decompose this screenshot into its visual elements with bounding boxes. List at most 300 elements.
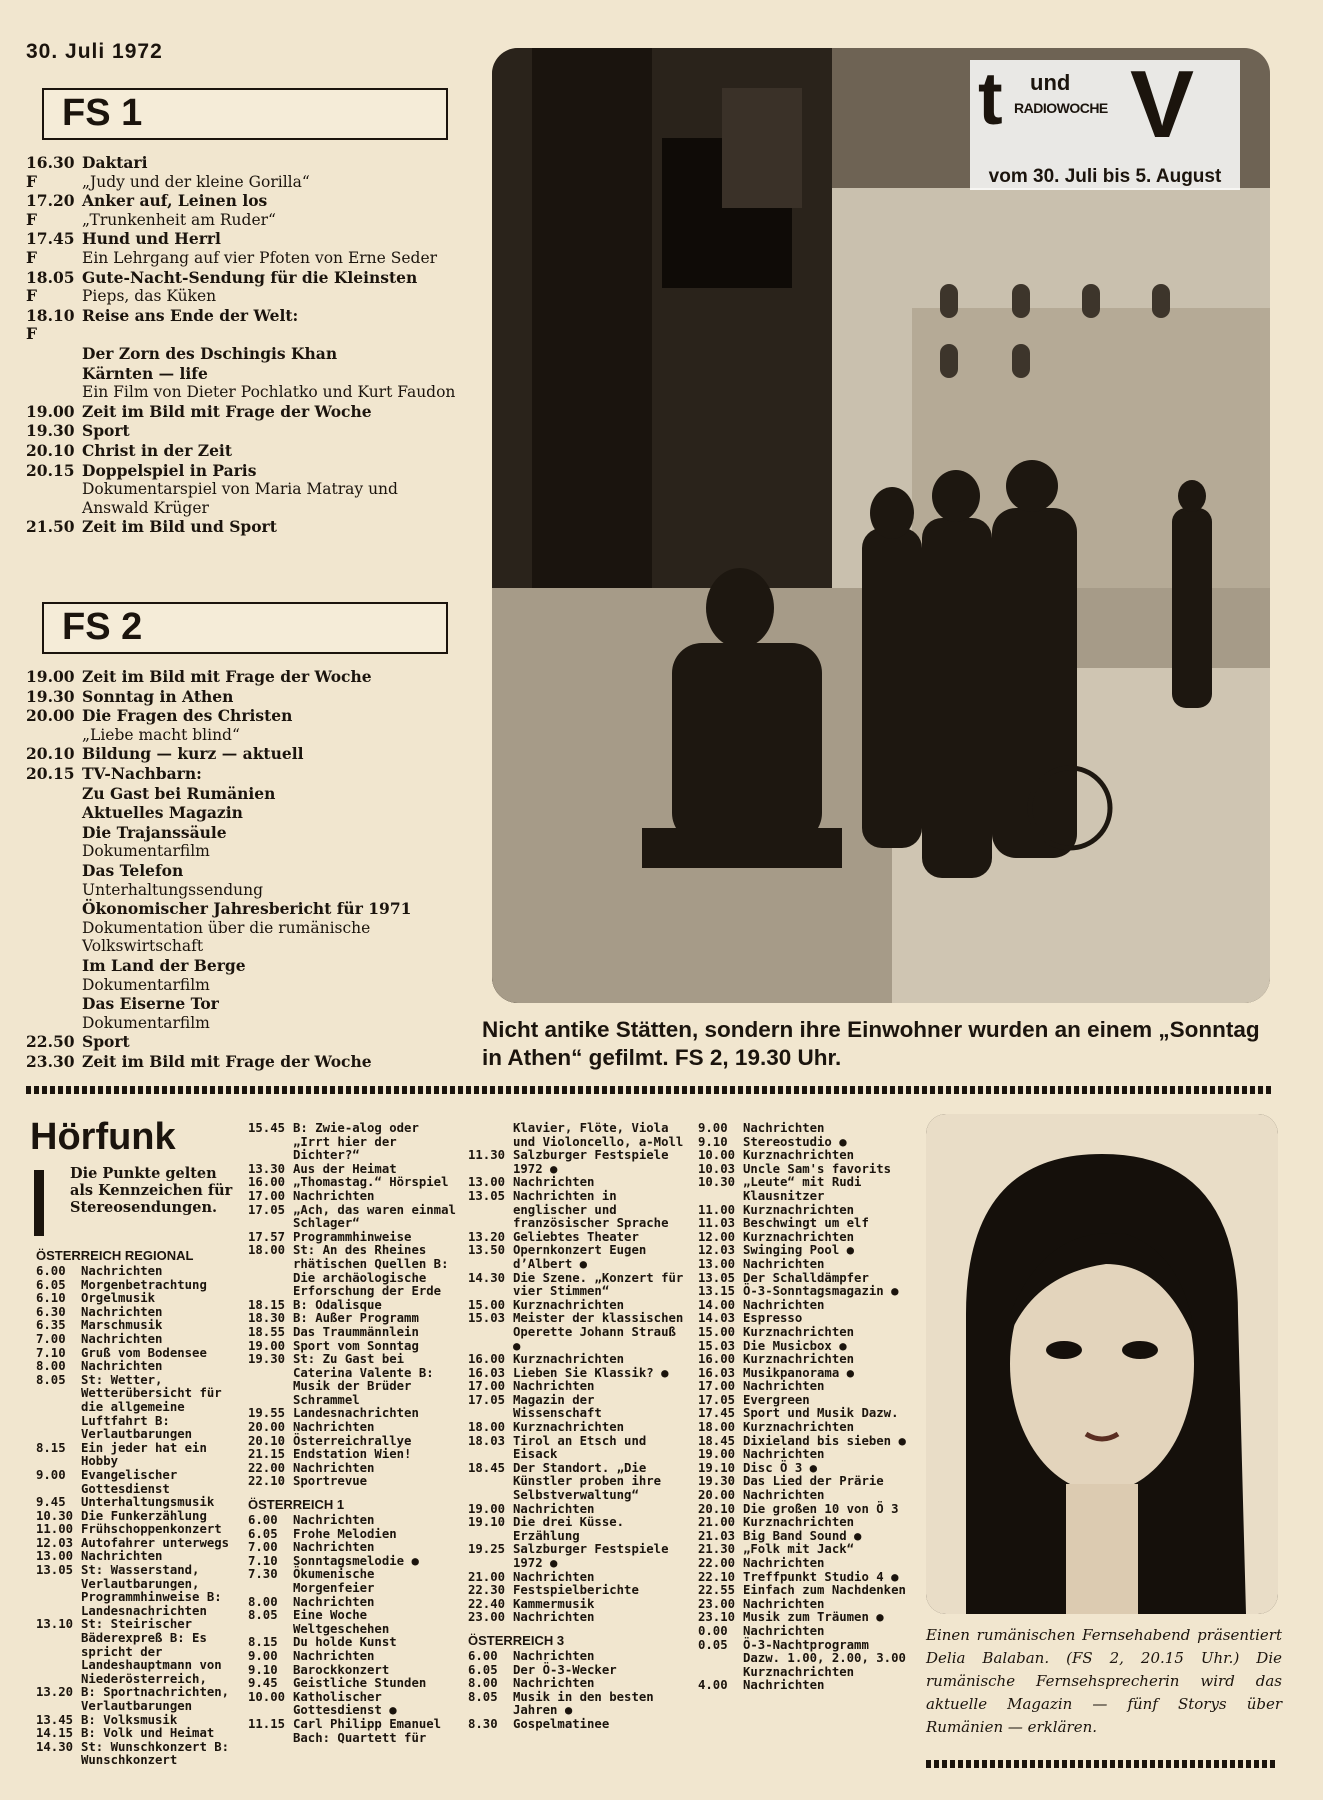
- delia-balaban-portrait: [926, 1114, 1278, 1614]
- program-time: 20.15: [26, 763, 75, 783]
- program-entry: [26, 154, 456, 191]
- program-time-cell: [26, 365, 82, 402]
- program-time-cell: [26, 462, 82, 518]
- radio-entry: [36, 1469, 236, 1496]
- radio-program: B: Zwie-alog oder „Irrt hier der Dichter?“: [293, 1121, 419, 1163]
- radio-entry: [36, 1442, 236, 1469]
- radio-entry: [36, 1714, 236, 1728]
- radio-program: Sport und Musik Dazw.: [743, 1406, 899, 1421]
- radio-program: Nachrichten: [293, 1460, 375, 1475]
- photo-caption: Nicht antike Stätten, sondern ihre Einwohner wurden an einem „Sonntag in Athen“ gefilmt. FS 2, 19.30 Uhr.: [482, 1017, 1260, 1070]
- radio-time: 15.45: [248, 1121, 286, 1135]
- radio-program: Nachrichten: [81, 1304, 163, 1319]
- program-time: 20.15: [26, 460, 75, 480]
- radio-program: Nachrichten: [513, 1569, 595, 1584]
- program-subtitle: Dokumentarfilm: [82, 975, 210, 994]
- radio-entry: [248, 1190, 458, 1204]
- program-body: [82, 957, 456, 994]
- program-time-cell: [26, 707, 82, 744]
- radio-entry: [468, 1462, 690, 1503]
- program-time: 19.30: [26, 421, 75, 441]
- radio-program: Tirol an Etsch und Eisack: [513, 1433, 647, 1462]
- program-title: Doppelspiel in Paris: [82, 460, 257, 480]
- radio-entry: [468, 1516, 690, 1543]
- radio-time: 9.45: [36, 1495, 66, 1510]
- program-time: 22.50: [26, 1032, 75, 1052]
- portrait-illustration: [926, 1114, 1278, 1614]
- program-time: 21.50: [26, 517, 75, 537]
- radio-program: Nachrichten: [743, 1447, 825, 1462]
- radio-time: 17.00: [248, 1188, 286, 1203]
- radio-entry: [36, 1564, 236, 1618]
- program-subtitle: „Judy und der kleine Gorilla“: [82, 172, 310, 191]
- radio-time: 11.03: [698, 1216, 736, 1231]
- radio-program: Nachrichten: [513, 1676, 595, 1691]
- radio-time: 18.45: [468, 1460, 506, 1475]
- radio-entry: [248, 1462, 458, 1476]
- radio-program: Salzburger Festspiele 1972 ●: [513, 1542, 669, 1570]
- station-heading: ÖSTERREICH 1: [248, 1497, 345, 1513]
- radio-program: „Folk mit Jack“: [743, 1542, 855, 1557]
- radio-time: 6.35: [36, 1318, 66, 1333]
- program-entry: [26, 192, 456, 229]
- radio-time: 15.00: [468, 1297, 506, 1312]
- radio-program: Nachrichten: [81, 1549, 163, 1564]
- radio-program: Nachrichten: [293, 1513, 375, 1528]
- radio-program: Carl Philipp Emanuel Bach: Quartett für: [293, 1716, 442, 1745]
- logo-dates: vom 30. Juli bis 5. August: [988, 166, 1222, 187]
- radio-time: 13.05: [698, 1270, 736, 1285]
- radio-program: Kurznachrichten: [513, 1420, 625, 1435]
- radio-entry: [698, 1163, 910, 1177]
- radio-entry: [698, 1149, 910, 1163]
- program-time-cell: [26, 269, 82, 306]
- radio-time: 18.00: [698, 1420, 736, 1435]
- radio-time: 11.00: [36, 1522, 74, 1537]
- program-body: [82, 765, 456, 784]
- radio-program: Die Szene. „Konzert für vier Stimmen“: [513, 1270, 684, 1299]
- tv-radiowoche-logo: [970, 51, 1240, 190]
- radio-entry: [698, 1380, 910, 1394]
- radio-time: 8.15: [36, 1440, 66, 1455]
- program-title: Aktuelles Magazin: [82, 803, 243, 823]
- color-flag: F: [26, 286, 38, 306]
- radio-entry: [698, 1421, 910, 1435]
- radio-program: Du holde Kunst: [293, 1635, 397, 1650]
- radio-program: Nachrichten: [743, 1556, 825, 1570]
- radio-time: 0.00: [698, 1623, 728, 1638]
- radio-entry: [698, 1611, 910, 1625]
- radio-time: 22.10: [698, 1569, 736, 1584]
- radio-time: 19.00: [248, 1338, 286, 1353]
- bottom-separator: [926, 1760, 1278, 1768]
- radio-time: 7.00: [36, 1331, 66, 1346]
- radio-entry: [36, 1550, 236, 1564]
- radio-time: 22.00: [698, 1556, 736, 1570]
- radio-column-2: [248, 1122, 458, 1745]
- radio-program: Nachrichten: [743, 1623, 825, 1638]
- program-body: [82, 824, 456, 861]
- program-time: 19.00: [26, 667, 75, 686]
- radio-entry: [698, 1475, 910, 1489]
- radio-program: Aus der Heimat: [293, 1161, 397, 1176]
- radio-entry: [248, 1326, 458, 1340]
- separator-bar: [26, 1086, 1274, 1094]
- radio-time: 17.45: [698, 1406, 736, 1421]
- radio-entry: [698, 1530, 910, 1544]
- program-entry: [26, 785, 456, 804]
- radio-time: 19.10: [468, 1515, 506, 1530]
- radio-program: Der Schalldämpfer: [743, 1270, 869, 1285]
- radio-program: Nachrichten: [293, 1648, 375, 1663]
- radio-program: Gruß vom Bodensee: [81, 1345, 207, 1360]
- radio-time: 13.00: [468, 1175, 506, 1190]
- radio-program: St: Wunschkonzert B: Wunschkonzert: [81, 1739, 230, 1768]
- program-body: [82, 1053, 456, 1072]
- radio-time: 20.10: [698, 1501, 736, 1516]
- radio-program: Kurznachrichten: [743, 1352, 855, 1367]
- fs2-heading: FS 2: [42, 602, 448, 654]
- radio-time: 21.30: [698, 1542, 736, 1557]
- radio-program: Morgenbetrachtung: [81, 1277, 207, 1292]
- radio-time: 12.03: [698, 1243, 736, 1258]
- radio-entry: [468, 1190, 690, 1231]
- radio-time: 21.15: [248, 1447, 286, 1462]
- program-subtitle: „Trunkenheit am Ruder“: [82, 210, 276, 229]
- radio-time: 4.00: [698, 1678, 728, 1693]
- radio-time: 8.00: [36, 1359, 66, 1374]
- program-title: Ökonomischer Jahresbericht für 1971: [82, 899, 412, 919]
- radio-time: 13.50: [468, 1243, 506, 1258]
- program-body: [82, 422, 456, 441]
- radio-entry: [248, 1475, 458, 1489]
- color-flag: F: [26, 324, 38, 344]
- radio-program: Festspielberichte: [513, 1583, 639, 1598]
- radio-entry: [36, 1319, 236, 1333]
- program-time: 16.30: [26, 153, 75, 172]
- radio-entry: [698, 1448, 910, 1462]
- radio-time: 10.00: [248, 1689, 286, 1704]
- radio-time: 9.00: [248, 1648, 278, 1663]
- radio-program: Nachrichten: [743, 1488, 825, 1503]
- radio-time: 10.30: [698, 1175, 736, 1190]
- radio-program: Eine Woche Weltgeschehen: [293, 1608, 390, 1636]
- radio-entry: [698, 1557, 910, 1571]
- radio-entry: [698, 1231, 910, 1245]
- program-time: 18.05: [26, 267, 75, 287]
- program-title: Anker auf, Leinen los: [82, 191, 268, 211]
- radio-entry: [698, 1598, 910, 1612]
- radio-time: 23.00: [468, 1610, 506, 1625]
- program-title: Die Trajanssäule: [82, 822, 227, 842]
- radio-program: Katholischer Gottesdienst ●: [293, 1689, 397, 1718]
- radio-time: 21.00: [468, 1569, 506, 1584]
- fs1-heading: FS 1: [42, 88, 448, 140]
- program-entry: [26, 307, 456, 344]
- radio-program: Programmhinweise: [293, 1229, 412, 1244]
- station-heading: ÖSTERREICH REGIONAL: [36, 1248, 194, 1263]
- program-time-cell: [26, 900, 82, 956]
- radio-entry: [468, 1611, 690, 1625]
- radio-time: 7.30: [248, 1567, 278, 1582]
- program-time: 20.00: [26, 706, 75, 726]
- radio-program: Nachrichten: [743, 1379, 825, 1394]
- radio-entry: [698, 1367, 910, 1381]
- program-title: Sport: [82, 1032, 130, 1052]
- radio-time: 6.05: [36, 1277, 66, 1292]
- program-body: [82, 688, 456, 707]
- program-title: Christ in der Zeit: [82, 440, 232, 460]
- radio-program: Nachrichten: [293, 1188, 375, 1203]
- radio-entry: [698, 1285, 910, 1299]
- radio-program: St: Wetter, Wetterübersicht für die allgemeine Luftfahrt B: Verlautbarungen: [81, 1372, 222, 1442]
- radio-program: Meister der klassischen Operette Johann Strauß ●: [513, 1311, 684, 1353]
- radio-program: Kurznachrichten: [743, 1202, 855, 1217]
- radio-entry: [698, 1204, 910, 1218]
- radio-time: 13.00: [698, 1256, 736, 1271]
- radio-program: Sportrevue: [293, 1474, 368, 1489]
- radio-time: 16.00: [698, 1352, 736, 1367]
- radio-time: 18.55: [248, 1324, 286, 1339]
- program-title: Die Fragen des Christen: [82, 706, 293, 726]
- radio-entry: [468, 1421, 690, 1435]
- program-title: Gute-Nacht-Sendung für die Kleinsten: [82, 267, 418, 287]
- radio-entry: [698, 1299, 910, 1313]
- radio-time: 18.30: [248, 1311, 286, 1326]
- radio-program: Klavier, Flöte, Viola und Violoncello, a-Moll: [513, 1121, 684, 1149]
- radio-program: Big Band Sound ●: [743, 1528, 862, 1543]
- radio-entry: [698, 1639, 910, 1680]
- radio-program: Nachrichten: [513, 1175, 595, 1190]
- program-body: [82, 442, 456, 461]
- radio-time: 8.05: [36, 1372, 66, 1387]
- radio-column-1: [36, 1240, 236, 1768]
- radio-entry: [468, 1435, 690, 1462]
- radio-entry: [698, 1136, 910, 1150]
- radio-time: 8.15: [248, 1635, 278, 1650]
- station-heading: ÖSTERREICH 3: [468, 1632, 565, 1648]
- radio-time: 13.00: [36, 1549, 74, 1564]
- radio-time: 9.00: [698, 1121, 728, 1135]
- program-entry: [26, 230, 456, 267]
- radio-entry: [468, 1231, 690, 1245]
- radio-program: Sonntagsmelodie ●: [293, 1553, 419, 1568]
- radio-program: Nachrichten in englischer und französischer Sprache: [513, 1188, 669, 1231]
- radio-entry: [248, 1596, 458, 1610]
- radio-program: Kurznachrichten: [743, 1229, 855, 1244]
- radio-program: „Leute“ mit Rudi Klausnitzer: [743, 1175, 862, 1203]
- radio-program: Ein jeder hat ein Hobby: [81, 1440, 207, 1469]
- radio-time: 13.10: [36, 1617, 74, 1632]
- radio-program: Uncle Sam's favorits: [743, 1161, 892, 1176]
- program-subtitle: Dokumentation über die rumänische Volkswirtschaft: [82, 918, 371, 956]
- radio-time: 15.03: [468, 1311, 506, 1326]
- radio-time: 8.05: [468, 1689, 498, 1704]
- radio-entry: [248, 1163, 458, 1177]
- radio-entry: [248, 1353, 458, 1407]
- radio-program: Unterhaltungsmusik: [81, 1495, 215, 1510]
- radio-entry: [468, 1244, 690, 1271]
- radio-time: 14.03: [698, 1311, 736, 1326]
- program-subtitle: Ein Lehrgang auf vier Pfoten von Erne Seder: [82, 248, 438, 267]
- radio-time: 6.00: [36, 1264, 66, 1278]
- radio-time: 21.00: [698, 1515, 736, 1530]
- radio-program: Ö-3-Nachtprogramm Dazw. 1.00, 2.00, 3.00 Kurznachrichten: [743, 1637, 906, 1679]
- radio-time: 19.55: [248, 1406, 286, 1421]
- radio-program: Frühschoppenkonzert: [81, 1522, 222, 1537]
- program-entry: [26, 345, 456, 364]
- radio-entry: [698, 1543, 910, 1557]
- radio-entry: [248, 1691, 458, 1718]
- radio-entry: [468, 1718, 690, 1732]
- radio-time: 23.10: [698, 1610, 736, 1625]
- radio-entry: [468, 1312, 690, 1353]
- radio-entry: [248, 1609, 458, 1636]
- radio-entry: [698, 1176, 910, 1203]
- radio-program: Nachrichten: [743, 1297, 825, 1312]
- radio-entry: [698, 1217, 910, 1231]
- program-body: [82, 900, 456, 956]
- radio-program: Ö-3-Sonntagsmagazin ●: [743, 1284, 899, 1299]
- radio-program: Endstation Wien!: [293, 1447, 412, 1462]
- radio-program: Die Funkerzählung: [81, 1508, 207, 1523]
- radio-time: 16.03: [698, 1365, 736, 1380]
- program-title: Daktari: [82, 153, 148, 172]
- program-body: [82, 668, 456, 687]
- program-time: 20.10: [26, 440, 75, 460]
- radio-entry: [36, 1333, 236, 1347]
- program-title: Zeit im Bild mit Frage der Woche: [82, 401, 372, 421]
- radio-time: 0.05: [698, 1637, 728, 1652]
- radio-program: Geliebtes Theater: [513, 1229, 639, 1244]
- radio-program: Nachrichten: [293, 1420, 375, 1435]
- program-title: Im Land der Berge: [82, 955, 246, 975]
- radio-entry: [698, 1340, 910, 1354]
- radio-time: 13.20: [468, 1229, 506, 1244]
- radio-entry: [698, 1516, 910, 1530]
- radio-program: Nachrichten: [513, 1610, 595, 1625]
- radio-time: 20.00: [698, 1488, 736, 1503]
- program-title: Kärnten — life: [82, 363, 208, 383]
- radio-entry: [468, 1543, 690, 1570]
- program-body: [82, 230, 456, 267]
- radio-entry: [248, 1650, 458, 1664]
- radio-program: Der Ö-3-Wecker: [513, 1662, 617, 1677]
- radio-program: Evergreen: [743, 1392, 810, 1407]
- program-time: 17.45: [26, 229, 75, 249]
- radio-entry: [248, 1176, 458, 1190]
- radio-entry: [248, 1514, 458, 1528]
- radio-entry: [36, 1306, 236, 1320]
- radio-time: 22.40: [468, 1596, 506, 1611]
- radio-entry: [698, 1489, 910, 1503]
- radio-time: 14.30: [468, 1270, 506, 1285]
- radio-program: B: Odalisque: [293, 1297, 382, 1312]
- radio-time: 17.05: [248, 1202, 286, 1217]
- program-entry: [26, 862, 456, 899]
- program-title: Zu Gast bei Rumänien: [82, 783, 276, 803]
- radio-entry: [468, 1691, 690, 1718]
- radio-entry: [248, 1231, 458, 1245]
- program-time-cell: [26, 765, 82, 784]
- radio-program: Marschmusik: [81, 1318, 163, 1333]
- radio-time: 9.10: [248, 1662, 278, 1677]
- radio-time: 16.03: [468, 1365, 506, 1380]
- radio-program: Nachrichten: [743, 1596, 825, 1611]
- radio-entry: [468, 1149, 690, 1176]
- radio-entry: [36, 1510, 236, 1524]
- radio-time: 8.30: [468, 1716, 498, 1731]
- radio-program: St: An des Rheines rhätischen Quellen B: Die archäologische Erforschung der Erde: [293, 1243, 449, 1299]
- radio-program: Evangelischer Gottesdienst: [81, 1467, 178, 1496]
- radio-entry: [248, 1568, 458, 1595]
- program-time-cell: [26, 307, 82, 344]
- radio-time: 18.00: [248, 1243, 286, 1258]
- radio-program: Kurznachrichten: [743, 1420, 855, 1435]
- program-entry: [26, 707, 456, 744]
- radio-time: 20.00: [248, 1420, 286, 1435]
- radio-program: Nachrichten: [293, 1540, 375, 1555]
- radio-entry: [698, 1625, 910, 1639]
- program-time-cell: [26, 1033, 82, 1052]
- program-entry: [26, 462, 456, 518]
- radio-entry: [36, 1347, 236, 1361]
- radio-time: 6.05: [468, 1662, 498, 1677]
- radio-program: Salzburger Festspiele 1972 ●: [513, 1148, 669, 1176]
- program-title: Zeit im Bild mit Frage der Woche: [82, 1051, 372, 1071]
- radio-program: Nachrichten: [293, 1594, 375, 1609]
- issue-date: 30. Juli 1972: [26, 40, 163, 63]
- program-body: [82, 154, 456, 191]
- radio-column-4: [698, 1122, 910, 1693]
- radio-program: B: Volksmusik: [81, 1712, 178, 1727]
- radio-entry: [248, 1448, 458, 1462]
- color-flag: F: [26, 209, 38, 229]
- radio-time: 15.00: [698, 1324, 736, 1339]
- program-time-cell: [26, 1053, 82, 1072]
- radio-entry: [698, 1312, 910, 1326]
- radio-program: „Thomastag.“ Hörspiel: [293, 1175, 449, 1190]
- radio-entry: [36, 1523, 236, 1537]
- radio-program: Musikpanorama ●: [743, 1365, 855, 1380]
- radio-time: 17.05: [698, 1392, 736, 1407]
- program-body: [82, 518, 456, 537]
- radio-program: Musik zum Träumen ●: [743, 1610, 884, 1625]
- radio-entry: [698, 1462, 910, 1476]
- program-subtitle: Ein Film von Dieter Pochlatko und Kurt Faudon: [82, 383, 456, 402]
- radio-time: 10.30: [36, 1508, 74, 1523]
- color-flag: F: [26, 247, 38, 267]
- program-entry: [26, 668, 456, 687]
- radio-entry: [468, 1122, 690, 1149]
- radio-program: Disc Ö 3 ●: [743, 1460, 818, 1475]
- program-entry: [26, 804, 456, 823]
- program-time: 23.30: [26, 1051, 75, 1071]
- radio-entry: [468, 1571, 690, 1585]
- radio-time: 10.00: [698, 1148, 736, 1163]
- program-time-cell: [26, 154, 82, 191]
- athens-street-photo: [492, 48, 1270, 1003]
- radio-entry: [468, 1380, 690, 1394]
- radio-program: Nachrichten: [81, 1359, 163, 1374]
- radio-time: 14.30: [36, 1739, 74, 1754]
- radio-program: St: Steirischer Bäderexpreß B: Es spricht der Landeshauptmann von Niederösterreich,: [81, 1617, 222, 1686]
- radio-entry: [36, 1727, 236, 1741]
- stereo-marker-bar: [34, 1170, 44, 1236]
- program-subtitle: Dokumentarspiel von Maria Matray und Answald Krüger: [82, 480, 398, 517]
- radio-entry: [248, 1244, 458, 1298]
- program-time-cell: [26, 957, 82, 994]
